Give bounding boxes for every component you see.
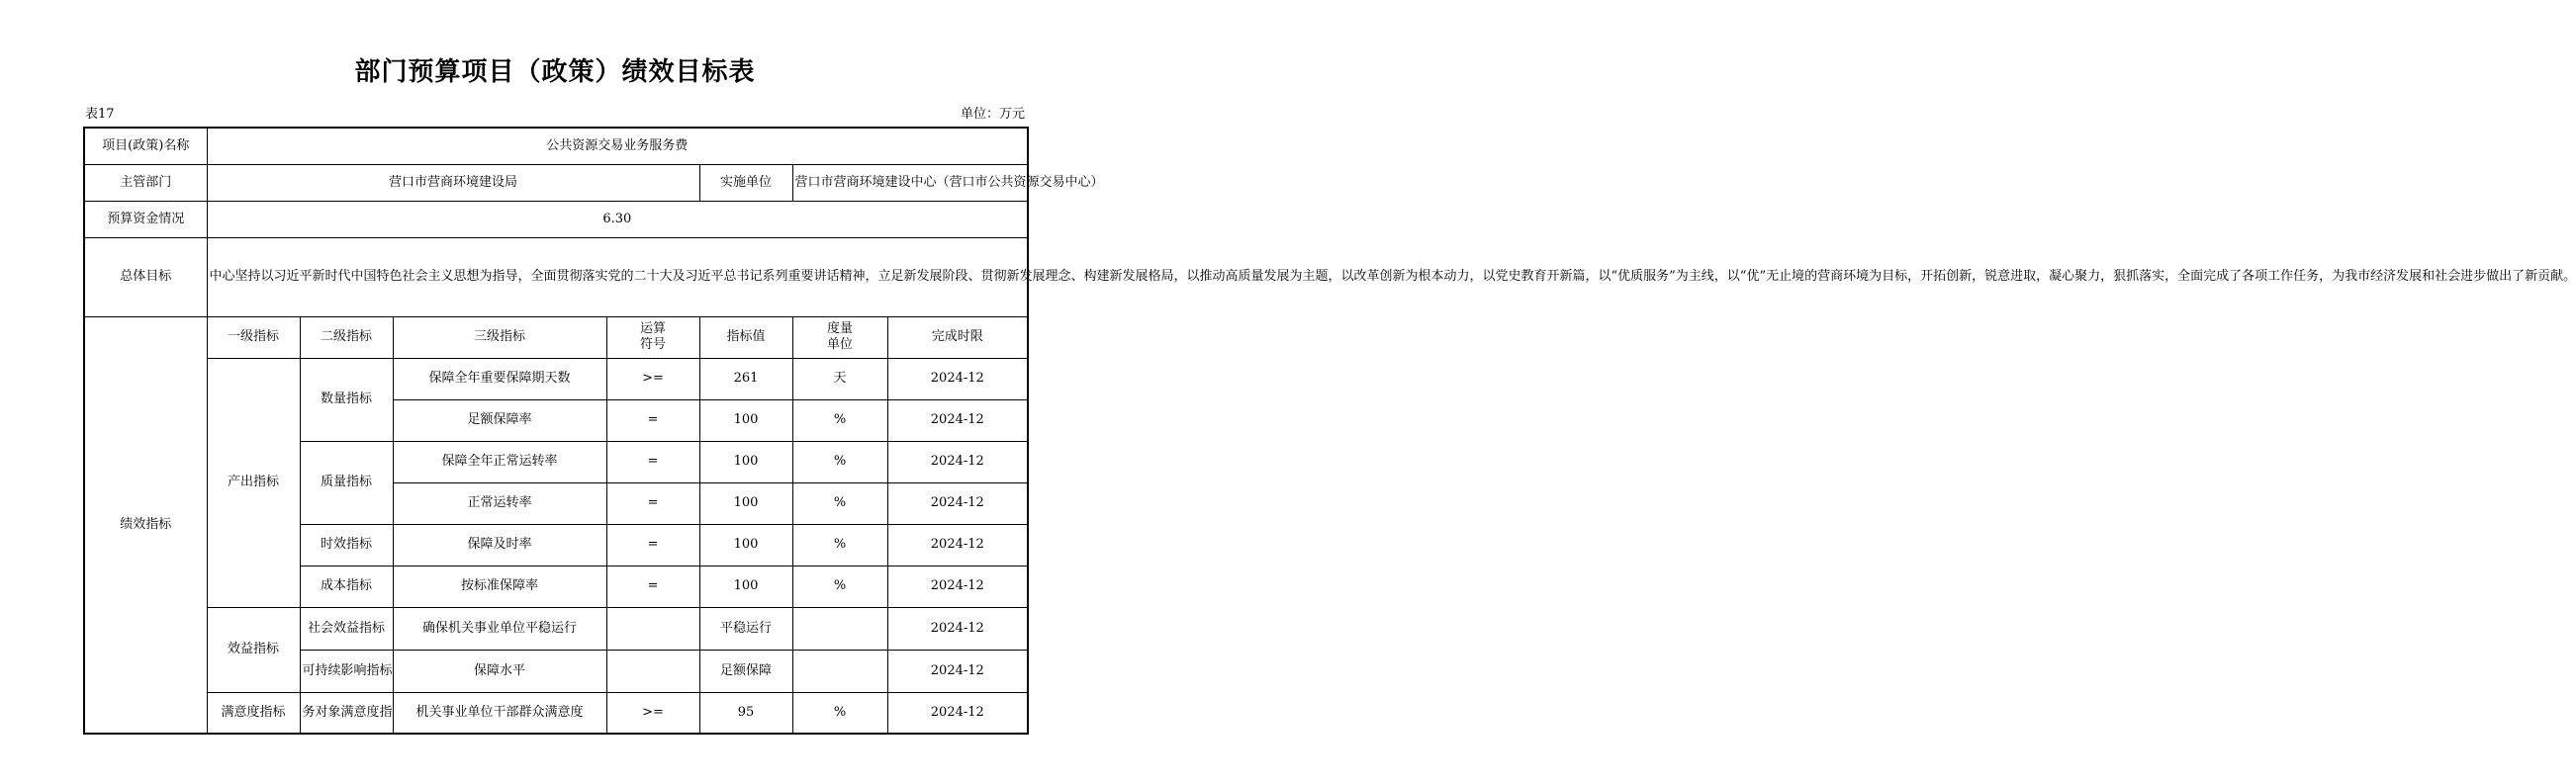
deadline-cell: 2024-12 <box>887 607 1028 650</box>
header-level3: 三级指标 <box>393 316 606 358</box>
deadline-cell: 2024-12 <box>887 566 1028 607</box>
deadline-cell: 2024-12 <box>887 441 1028 482</box>
header-unit <box>792 316 887 358</box>
department-value: 营口市营商环境建设局 <box>207 164 699 201</box>
value-cell: 平稳运行 <box>699 607 792 650</box>
table-number: 表17 <box>85 107 115 122</box>
goal-label: 总体目标 <box>84 237 207 316</box>
unit-cell: % <box>792 566 887 607</box>
level3-cell: 保障及时率 <box>393 524 606 566</box>
level3-cell: 机关事业单位干部群众满意度 <box>393 692 606 734</box>
header-operator <box>606 316 699 358</box>
level2-cell: 可持续影响指标 <box>300 650 393 692</box>
value-cell: 足额保障 <box>699 650 792 692</box>
impl-unit-label: 实施单位 <box>699 164 792 201</box>
impl-unit-value: 营口市营商环境建设中心（营口市公共资源交易中心） <box>792 164 1028 201</box>
quality-indicator-label: 质量指标 <box>300 441 393 524</box>
header-level1: 一级指标 <box>207 316 300 358</box>
operator-cell: >= <box>606 358 699 399</box>
output-indicator-label: 产出指标 <box>207 358 300 607</box>
department-label: 主管部门 <box>84 164 207 201</box>
operator-cell: = <box>606 482 699 524</box>
operator-cell <box>606 607 699 650</box>
value-cell: 100 <box>699 441 792 482</box>
operator-cell <box>606 650 699 692</box>
level3-cell: 按标准保障率 <box>393 566 606 607</box>
level3-cell: 确保机关事业单位平稳运行 <box>393 607 606 650</box>
unit-cell: % <box>792 692 887 734</box>
value-cell: 100 <box>699 482 792 524</box>
value-cell: 261 <box>699 358 792 399</box>
table-row <box>84 607 1028 650</box>
level3-cell: 保障水平 <box>393 650 606 692</box>
goal-text: 中心坚持以习近平新时代中国特色社会主义思想为指导，全面贯彻落实党的二十大及习近平总书记系列重要讲话精神，立足新发展阶段、贯彻新发展理念、构建新发展格局，以推动高质量发展为主题，以改革创新为根本动力，以党史教育开新篇，以“优质服务”为主线，以“优”无止境的营商环境为目标，开拓创新，锐意进取，凝心聚力，狠抓落实，全面完成了各项工作任务，为我市经济发展和社会进步做出了新贡献。 <box>207 237 1028 316</box>
goal-row <box>84 237 1028 316</box>
unit-cell: % <box>792 482 887 524</box>
deadline-cell: 2024-12 <box>887 358 1028 399</box>
performance-table <box>83 127 2576 735</box>
level2-cell: 务对象满意度指 <box>300 692 393 734</box>
table-row <box>84 358 1028 399</box>
project-label: 项目(政策)名称 <box>84 128 207 164</box>
deadline-cell: 2024-12 <box>887 692 1028 734</box>
deadline-cell: 2024-12 <box>887 399 1028 441</box>
operator-cell: = <box>606 524 699 566</box>
operator-cell: = <box>606 399 699 441</box>
operator-cell: >= <box>606 692 699 734</box>
performance-label: 绩效指标 <box>84 316 207 734</box>
deadline-cell: 2024-12 <box>887 650 1028 692</box>
unit-cell: % <box>792 399 887 441</box>
budget-value: 6.30 <box>207 201 1028 237</box>
unit-cell: % <box>792 441 887 482</box>
operator-cell: = <box>606 566 699 607</box>
operator-cell: = <box>606 441 699 482</box>
level3-cell: 正常运转率 <box>393 482 606 524</box>
deadline-cell: 2024-12 <box>887 482 1028 524</box>
value-cell: 100 <box>699 524 792 566</box>
cost-indicator-label: 成本指标 <box>300 566 393 607</box>
header-operator-line2: 符号 <box>639 337 666 352</box>
quantity-indicator-label: 数量指标 <box>300 358 393 441</box>
indicator-header-row <box>84 316 1028 358</box>
benefit-indicator-label: 效益指标 <box>207 607 300 692</box>
header-operator-line1: 运算 <box>639 321 666 336</box>
level3-cell: 保障全年正常运转率 <box>393 441 606 482</box>
department-row <box>84 164 1028 201</box>
level2-cell: 社会效益指标 <box>300 607 393 650</box>
level3-cell: 保障全年重要保障期天数 <box>393 358 606 399</box>
level3-cell: 足额保障率 <box>393 399 606 441</box>
unit-cell: % <box>792 524 887 566</box>
unit-cell <box>792 650 887 692</box>
unit-label: 单位：万元 <box>960 107 1025 122</box>
unit-cell <box>792 607 887 650</box>
page-title: 部门预算项目（政策）绩效目标表 <box>354 57 756 87</box>
header-unit-line2: 单位 <box>826 337 853 352</box>
deadline-cell: 2024-12 <box>887 524 1028 566</box>
budget-row <box>84 201 1028 237</box>
unit-cell: 天 <box>792 358 887 399</box>
budget-label: 预算资金情况 <box>84 201 207 237</box>
header-deadline: 完成时限 <box>887 316 1028 358</box>
table-row <box>84 692 1028 734</box>
header-value: 指标值 <box>699 316 792 358</box>
satisfaction-indicator-label: 满意度指标 <box>207 692 300 734</box>
project-value: 公共资源交易业务服务费 <box>207 128 1028 164</box>
project-row <box>84 128 1028 164</box>
header-level2: 二级指标 <box>300 316 393 358</box>
value-cell: 100 <box>699 566 792 607</box>
header-unit-line1: 度量 <box>826 321 853 336</box>
value-cell: 100 <box>699 399 792 441</box>
value-cell: 95 <box>699 692 792 734</box>
timeliness-indicator-label: 时效指标 <box>300 524 393 566</box>
